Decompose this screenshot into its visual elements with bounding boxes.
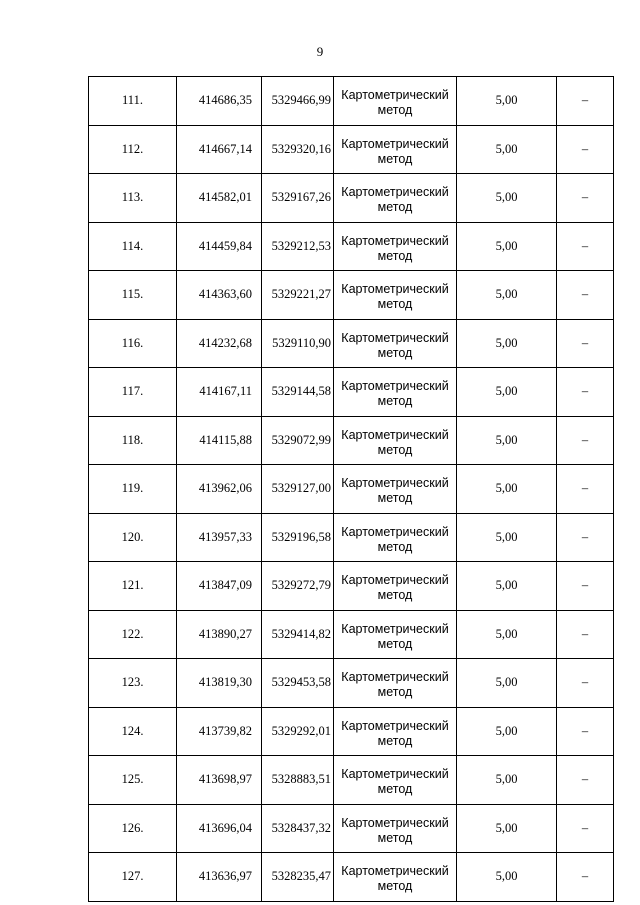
point-number: 120. [89, 513, 177, 562]
method-line-2: метод [377, 442, 413, 457]
coordinate-x: 414167,11 [177, 368, 262, 417]
method-line-1: Картометрический [341, 573, 449, 588]
table-row [89, 853, 614, 902]
method-line-2: метод [377, 491, 413, 506]
method-line-2: метод [377, 733, 413, 748]
coordinate-x: 414667,14 [177, 125, 262, 174]
accuracy-value: 5,00 [457, 465, 557, 514]
coordinate-y: 5329292,01 [262, 707, 334, 756]
method-line-1: Картометрический [341, 767, 449, 782]
page-number: 9 [316, 44, 324, 59]
note-dash: – [557, 562, 614, 611]
point-number: 126. [89, 804, 177, 853]
method-line-2: метод [377, 151, 413, 166]
coordinates-table [88, 76, 614, 902]
coordinate-y: 5328437,32 [262, 804, 334, 853]
coordinate-x: 413819,30 [177, 659, 262, 708]
point-number: 119. [89, 465, 177, 514]
point-number: 117. [89, 368, 177, 417]
method-cell [334, 222, 457, 271]
method-line-1: Картометрический [341, 136, 449, 151]
point-number: 118. [89, 416, 177, 465]
method-line-1: Картометрический [341, 427, 449, 442]
coordinate-x: 414232,68 [177, 319, 262, 368]
coordinate-x: 414363,60 [177, 271, 262, 320]
method-line-2: метод [377, 636, 413, 651]
method-line-2: метод [377, 345, 413, 360]
coordinate-x: 414115,88 [177, 416, 262, 465]
method-cell [334, 659, 457, 708]
coordinate-y: 5329453,58 [262, 659, 334, 708]
coordinate-y: 5329414,82 [262, 610, 334, 659]
point-number: 127. [89, 853, 177, 902]
point-number: 112. [89, 125, 177, 174]
accuracy-value: 5,00 [457, 416, 557, 465]
accuracy-value: 5,00 [457, 174, 557, 223]
point-number: 116. [89, 319, 177, 368]
method-cell [334, 465, 457, 514]
point-number: 113. [89, 174, 177, 223]
table-body [89, 77, 614, 902]
note-dash: – [557, 77, 614, 126]
method-line-1: Картометрический [341, 330, 449, 345]
note-dash: – [557, 610, 614, 659]
coordinate-x: 413739,82 [177, 707, 262, 756]
note-dash: – [557, 513, 614, 562]
table-row [89, 659, 614, 708]
coordinate-x: 413890,27 [177, 610, 262, 659]
method-cell [334, 174, 457, 223]
method-line-2: метод [377, 588, 413, 603]
coordinate-x: 414459,84 [177, 222, 262, 271]
table-row [89, 368, 614, 417]
table-row [89, 756, 614, 805]
table-row [89, 174, 614, 223]
point-number: 123. [89, 659, 177, 708]
method-line-1: Картометрический [341, 718, 449, 733]
note-dash: – [557, 853, 614, 902]
point-number: 122. [89, 610, 177, 659]
method-line-2: метод [377, 103, 413, 118]
point-number: 115. [89, 271, 177, 320]
accuracy-value: 5,00 [457, 659, 557, 708]
point-number: 111. [89, 77, 177, 126]
method-line-2: метод [377, 782, 413, 797]
method-line-1: Картометрический [341, 621, 449, 636]
method-line-2: метод [377, 879, 413, 894]
accuracy-value: 5,00 [457, 319, 557, 368]
coordinate-y: 5329196,58 [262, 513, 334, 562]
accuracy-value: 5,00 [457, 513, 557, 562]
method-cell [334, 562, 457, 611]
method-cell [334, 804, 457, 853]
accuracy-value: 5,00 [457, 707, 557, 756]
method-line-1: Картометрический [341, 185, 449, 200]
method-line-1: Картометрический [341, 233, 449, 248]
note-dash: – [557, 125, 614, 174]
accuracy-value: 5,00 [457, 368, 557, 417]
method-cell [334, 368, 457, 417]
coordinate-x: 414582,01 [177, 174, 262, 223]
method-cell [334, 610, 457, 659]
coordinate-y: 5329110,90 [262, 319, 334, 368]
note-dash: – [557, 756, 614, 805]
note-dash: – [557, 804, 614, 853]
accuracy-value: 5,00 [457, 77, 557, 126]
table-row [89, 707, 614, 756]
coordinate-y: 5328883,51 [262, 756, 334, 805]
method-cell [334, 513, 457, 562]
table-row [89, 513, 614, 562]
method-line-1: Картометрический [341, 282, 449, 297]
note-dash: – [557, 465, 614, 514]
coordinate-x: 413957,33 [177, 513, 262, 562]
method-line-2: метод [377, 248, 413, 263]
method-line-2: метод [377, 830, 413, 845]
table-row [89, 77, 614, 126]
coordinate-y: 5329466,99 [262, 77, 334, 126]
table-row [89, 804, 614, 853]
note-dash: – [557, 707, 614, 756]
method-line-2: метод [377, 200, 413, 215]
note-dash: – [557, 319, 614, 368]
point-number: 124. [89, 707, 177, 756]
method-line-1: Картометрический [341, 670, 449, 685]
note-dash: – [557, 222, 614, 271]
coordinate-y: 5328235,47 [262, 853, 334, 902]
method-cell [334, 707, 457, 756]
table-row [89, 222, 614, 271]
accuracy-value: 5,00 [457, 125, 557, 174]
point-number: 121. [89, 562, 177, 611]
method-line-2: метод [377, 685, 413, 700]
table-row [89, 416, 614, 465]
table-row [89, 562, 614, 611]
coordinate-y: 5329212,53 [262, 222, 334, 271]
coordinate-y: 5329144,58 [262, 368, 334, 417]
table-row [89, 610, 614, 659]
table-row [89, 125, 614, 174]
point-number: 125. [89, 756, 177, 805]
table-row [89, 319, 614, 368]
coordinate-x: 413962,06 [177, 465, 262, 514]
note-dash: – [557, 368, 614, 417]
accuracy-value: 5,00 [457, 853, 557, 902]
accuracy-value: 5,00 [457, 271, 557, 320]
table-row [89, 271, 614, 320]
method-cell [334, 416, 457, 465]
accuracy-value: 5,00 [457, 222, 557, 271]
table-row [89, 465, 614, 514]
coordinate-y: 5329272,79 [262, 562, 334, 611]
coordinate-x: 414686,35 [177, 77, 262, 126]
coordinate-x: 413696,04 [177, 804, 262, 853]
coordinate-x: 413847,09 [177, 562, 262, 611]
coordinate-y: 5329167,26 [262, 174, 334, 223]
coordinate-x: 413698,97 [177, 756, 262, 805]
method-cell [334, 756, 457, 805]
method-line-1: Картометрический [341, 476, 449, 491]
method-cell [334, 853, 457, 902]
note-dash: – [557, 416, 614, 465]
method-line-1: Картометрический [341, 524, 449, 539]
method-line-1: Картометрический [341, 815, 449, 830]
coordinate-y: 5329221,27 [262, 271, 334, 320]
method-line-1: Картометрический [341, 88, 449, 103]
method-line-1: Картометрический [341, 379, 449, 394]
note-dash: – [557, 271, 614, 320]
method-cell [334, 77, 457, 126]
method-cell [334, 271, 457, 320]
method-line-2: метод [377, 394, 413, 409]
coordinate-y: 5329320,16 [262, 125, 334, 174]
accuracy-value: 5,00 [457, 610, 557, 659]
method-cell [334, 319, 457, 368]
coordinate-y: 5329072,99 [262, 416, 334, 465]
note-dash: – [557, 659, 614, 708]
coordinate-x: 413636,97 [177, 853, 262, 902]
note-dash: – [557, 174, 614, 223]
accuracy-value: 5,00 [457, 562, 557, 611]
accuracy-value: 5,00 [457, 756, 557, 805]
method-line-2: метод [377, 539, 413, 554]
coordinate-y: 5329127,00 [262, 465, 334, 514]
method-line-2: метод [377, 297, 413, 312]
accuracy-value: 5,00 [457, 804, 557, 853]
point-number: 114. [89, 222, 177, 271]
method-cell [334, 125, 457, 174]
method-line-1: Картометрический [341, 864, 449, 879]
